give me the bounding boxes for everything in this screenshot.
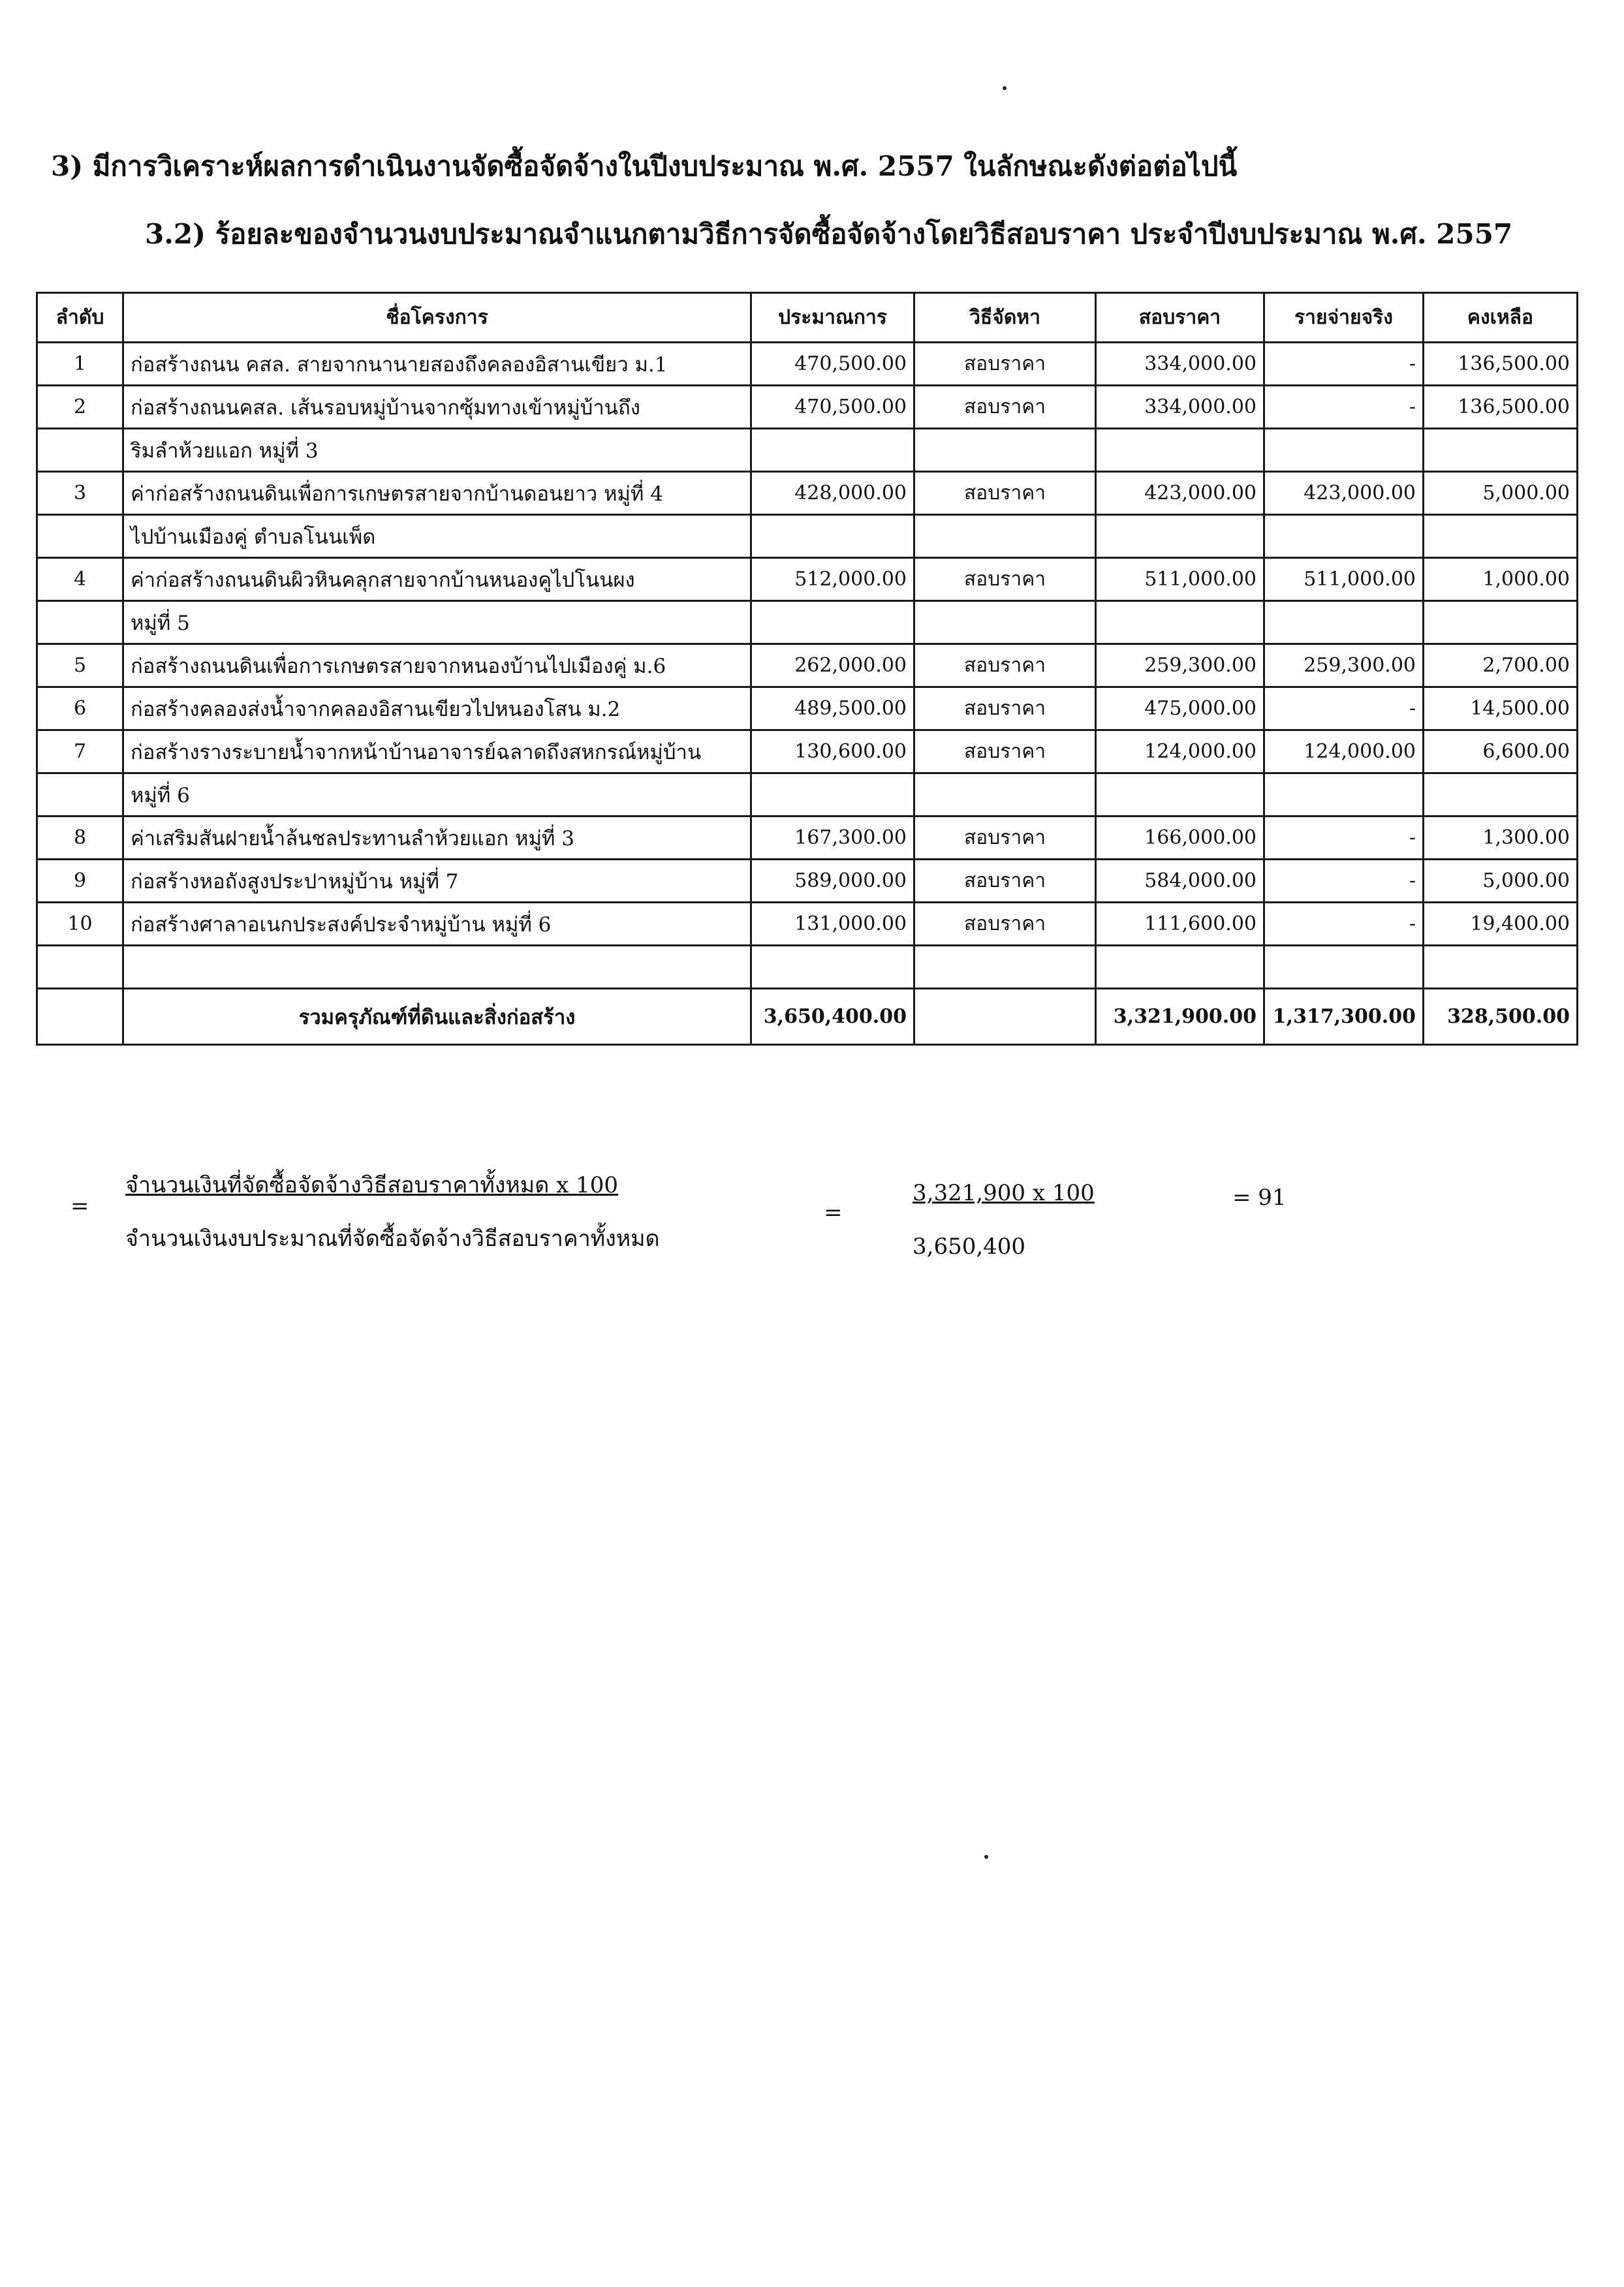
cell-remain: 5,000.00: [1424, 472, 1578, 515]
cell-name: ก่อสร้างรางระบายน้ำจากหน้าบ้านอาจารย์ฉลาดถึงสหกรณ์หมู่บ้าน: [123, 730, 751, 773]
cell-price: [1096, 946, 1264, 989]
cell-no: 1: [37, 343, 123, 386]
cell-price: [1096, 515, 1264, 558]
total-budget: 3,650,400.00: [751, 989, 914, 1045]
cell-name: ก่อสร้างถนน คสล. สายจากนานายสองถึงคลองอิสานเขียว ม.1: [123, 343, 751, 386]
cell-price: [1096, 429, 1264, 472]
cell-no: 3: [37, 472, 123, 515]
cell-budget: 470,500.00: [751, 386, 914, 429]
table-total-row: [37, 989, 1578, 1045]
cell-budget: [751, 946, 914, 989]
cell-no: 7: [37, 730, 123, 773]
cell-actual: 423,000.00: [1264, 472, 1424, 515]
cell-budget: 167,300.00: [751, 817, 914, 860]
table-row: [37, 946, 1578, 989]
cell-name: หมู่ที่ 5: [123, 601, 751, 644]
cell-budget: 131,000.00: [751, 903, 914, 946]
cell-price: 259,300.00: [1096, 644, 1264, 687]
cell-budget: 428,000.00: [751, 472, 914, 515]
header-name: ชื่อโครงการ: [123, 293, 751, 343]
cell-remain: [1424, 515, 1578, 558]
cell-method: สอบราคา: [914, 472, 1096, 515]
table-row: [37, 644, 1578, 687]
cell-method: สอบราคา: [914, 903, 1096, 946]
cell-method: [914, 773, 1096, 817]
cell-method: [914, 601, 1096, 644]
cell-method: [914, 429, 1096, 472]
cell-price: 124,000.00: [1096, 730, 1264, 773]
cell-price: [1096, 601, 1264, 644]
cell-no: 10: [37, 903, 123, 946]
cell-no: [37, 429, 123, 472]
table-row: [37, 773, 1578, 817]
cell-no: 5: [37, 644, 123, 687]
cell-budget: 130,600.00: [751, 730, 914, 773]
cell-method: สอบราคา: [914, 386, 1096, 429]
cell-actual: 511,000.00: [1264, 558, 1424, 601]
cell-actual: -: [1264, 687, 1424, 730]
cell-remain: 19,400.00: [1424, 903, 1578, 946]
cell-price: 334,000.00: [1096, 386, 1264, 429]
cell-budget: 589,000.00: [751, 860, 914, 903]
cell-remain: 14,500.00: [1424, 687, 1578, 730]
formula-equals-left: =: [70, 1193, 89, 1219]
cell-price: 475,000.00: [1096, 687, 1264, 730]
cell-no: 2: [37, 386, 123, 429]
cell-no: [37, 601, 123, 644]
cell-budget: 262,000.00: [751, 644, 914, 687]
cell-no: [37, 773, 123, 817]
cell-price: 511,000.00: [1096, 558, 1264, 601]
cell-budget: 470,500.00: [751, 343, 914, 386]
cell-remain: 5,000.00: [1424, 860, 1578, 903]
header-price: สอบราคา: [1096, 293, 1264, 343]
cell-budget: 489,500.00: [751, 687, 914, 730]
cell-actual: -: [1264, 903, 1424, 946]
table-header-row: [37, 293, 1578, 343]
cell-name: ค่าก่อสร้างถนนดินเพื่อการเกษตรสายจากบ้านดอนยาว หมู่ที่ 4: [123, 472, 751, 515]
cell-name: ก่อสร้างคลองส่งน้ำจากคลองอิสานเขียวไปหนองโสน ม.2: [123, 687, 751, 730]
cell-remain: 136,500.00: [1424, 386, 1578, 429]
cell-actual: -: [1264, 860, 1424, 903]
total-actual: 1,317,300.00: [1264, 989, 1424, 1045]
cell-name: ไปบ้านเมืองคู่ ตำบลโนนเพ็ด: [123, 515, 751, 558]
cell-remain: 2,700.00: [1424, 644, 1578, 687]
cell-method: สอบราคา: [914, 860, 1096, 903]
cell-method: สอบราคา: [914, 644, 1096, 687]
cell-name: หมู่ที่ 6: [123, 773, 751, 817]
cell-actual: 259,300.00: [1264, 644, 1424, 687]
header-actual: รายจ่ายจริง: [1264, 293, 1424, 343]
cell-name: ริมลำห้วยแอก หมู่ที่ 3: [123, 429, 751, 472]
cell-method: สอบราคา: [914, 687, 1096, 730]
cell-price: [1096, 773, 1264, 817]
table-row: [37, 429, 1578, 472]
cell-name: [123, 946, 751, 989]
table-row: [37, 386, 1578, 429]
cell-method: สอบราคา: [914, 343, 1096, 386]
cell-no: [37, 946, 123, 989]
table-row: [37, 687, 1578, 730]
cell-remain: 136,500.00: [1424, 343, 1578, 386]
table-row: [37, 472, 1578, 515]
cell-remain: 1,000.00: [1424, 558, 1578, 601]
cell-method: [914, 515, 1096, 558]
cell-budget: 512,000.00: [751, 558, 914, 601]
cell-price: 166,000.00: [1096, 817, 1264, 860]
total-remain: 328,500.00: [1424, 989, 1578, 1045]
cell-name: ก่อสร้างศาลาอเนกประสงค์ประจำหมู่บ้าน หมู่ที่ 6: [123, 903, 751, 946]
cell-method: สอบราคา: [914, 817, 1096, 860]
cell-price: 334,000.00: [1096, 343, 1264, 386]
table-row: [37, 558, 1578, 601]
cell-price: 423,000.00: [1096, 472, 1264, 515]
cell-remain: 6,600.00: [1424, 730, 1578, 773]
cell-no: 8: [37, 817, 123, 860]
cell-price: 111,600.00: [1096, 903, 1264, 946]
total-method-cell: [914, 989, 1096, 1045]
header-remain: คงเหลือ: [1424, 293, 1578, 343]
cell-actual: -: [1264, 343, 1424, 386]
cell-budget: [751, 601, 914, 644]
cell-actual: [1264, 601, 1424, 644]
cell-actual: 124,000.00: [1264, 730, 1424, 773]
cell-method: สอบราคา: [914, 558, 1096, 601]
cell-price: 584,000.00: [1096, 860, 1264, 903]
table-row: [37, 860, 1578, 903]
scan-speck: [984, 1855, 988, 1859]
formula-numerator-value: 3,321,900 x 100: [913, 1180, 1095, 1206]
cell-remain: [1424, 946, 1578, 989]
table-row: [37, 343, 1578, 386]
table-row: [37, 515, 1578, 558]
table-row: [37, 903, 1578, 946]
cell-no: [37, 515, 123, 558]
cell-method: [914, 946, 1096, 989]
cell-remain: 1,300.00: [1424, 817, 1578, 860]
cell-name: ค่าก่อสร้างถนนดินผิวหินคลุกสายจากบ้านหนองคูไปโนนผง: [123, 558, 751, 601]
cell-actual: [1264, 773, 1424, 817]
cell-actual: [1264, 429, 1424, 472]
cell-name: ก่อสร้างถนนดินเพื่อการเกษตรสายจากหนองบ้านไปเมืองคู่ ม.6: [123, 644, 751, 687]
total-label: รวมครุภัณฑ์ที่ดินและสิ่งก่อสร้าง: [123, 989, 751, 1045]
cell-remain: [1424, 601, 1578, 644]
cell-actual: [1264, 515, 1424, 558]
cell-actual: [1264, 946, 1424, 989]
formula-numerator-text: จำนวนเงินที่จัดซื้อจัดจ้างวิธีสอบราคาทั้งหมด x 100: [125, 1172, 618, 1198]
formula-denominator-value: 3,650,400: [913, 1234, 1026, 1260]
section-heading: 3) มีการวิเคราะห์ผลการดำเนินงานจัดซื้อจัดจ้างในปีงบประมาณ พ.ศ. 2557 ในลักษณะดังต่อต่อไปนี้: [51, 150, 1238, 182]
cell-name: ก่อสร้างหอถังสูงประปาหมู่บ้าน หมู่ที่ 7: [123, 860, 751, 903]
cell-no: 6: [37, 687, 123, 730]
formula-result: = 91: [1232, 1185, 1287, 1211]
formula-equals-middle: =: [824, 1200, 843, 1226]
procurement-table: [36, 292, 1578, 1046]
table-row: [37, 730, 1578, 773]
cell-remain: [1424, 429, 1578, 472]
header-budget: ประมาณการ: [751, 293, 914, 343]
table-row: [37, 817, 1578, 860]
formula-denominator-text: จำนวนเงินงบประมาณที่จัดซื้อจัดจ้างวิธีสอบราคาทั้งหมด: [125, 1226, 660, 1252]
cell-budget: [751, 773, 914, 817]
cell-budget: [751, 429, 914, 472]
cell-remain: [1424, 773, 1578, 817]
table-row: [37, 601, 1578, 644]
total-price: 3,321,900.00: [1096, 989, 1264, 1045]
cell-no: 4: [37, 558, 123, 601]
cell-actual: -: [1264, 386, 1424, 429]
cell-budget: [751, 515, 914, 558]
header-no: ลำดับ: [37, 293, 123, 343]
total-no-cell: [37, 989, 123, 1045]
cell-no: 9: [37, 860, 123, 903]
cell-name: ค่าเสริมสันฝายน้ำล้นชลประทานลำห้วยแอก หมู่ที่ 3: [123, 817, 751, 860]
cell-actual: -: [1264, 817, 1424, 860]
cell-method: สอบราคา: [914, 730, 1096, 773]
header-method: วิธีจัดหา: [914, 293, 1096, 343]
cell-name: ก่อสร้างถนนคสล. เส้นรอบหมู่บ้านจากซุ้มทางเข้าหมู่บ้านถึง: [123, 386, 751, 429]
subsection-heading: 3.2) ร้อยละของจำนวนงบประมาณจำแนกตามวิธีการจัดซื้อจัดจ้างโดยวิธีสอบราคา ประจำปีงบประมาณ พ.ศ. 2557: [145, 218, 1513, 250]
scan-speck: [1003, 86, 1007, 90]
